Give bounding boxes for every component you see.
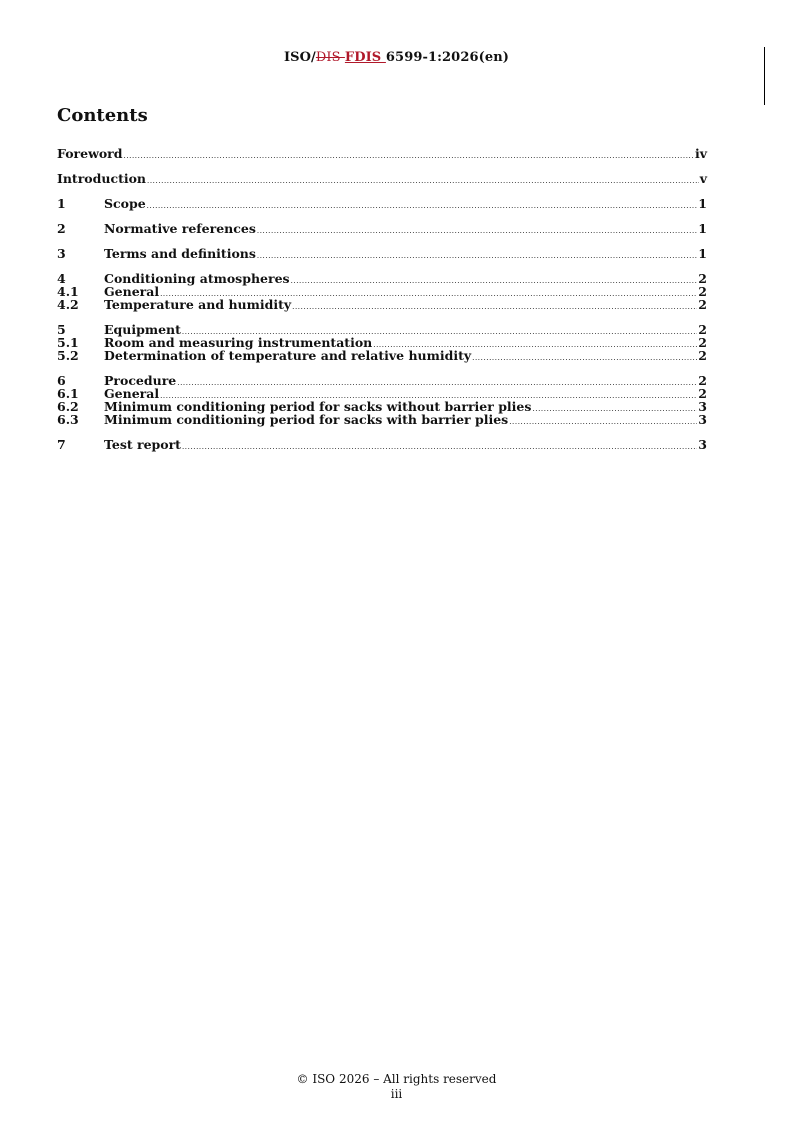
toc-entry-scope[interactable] xyxy=(57,197,707,210)
document-header xyxy=(0,50,793,65)
toc-entry-number: 6.1 xyxy=(57,386,79,401)
toc-entry-foreword[interactable] xyxy=(57,147,707,160)
toc-entry-terms-and-definitions[interactable] xyxy=(57,247,707,260)
toc-leader-dots xyxy=(292,301,697,314)
toc-entry-number: 6.2 xyxy=(57,399,79,414)
toc-leader-dots xyxy=(532,403,697,416)
toc-entry-title: Temperature and humidity xyxy=(104,297,292,312)
toc-entry-title: Equipment xyxy=(104,322,181,337)
toc-entry-number: 3 xyxy=(57,246,66,261)
toc-leader-dots xyxy=(182,441,697,454)
toc-entry-number: 4 xyxy=(57,271,66,286)
toc-entry-page: 1 xyxy=(698,196,707,211)
copyright-notice: © ISO 2026 – All rights reserved xyxy=(296,1072,497,1086)
toc-entry-title: General xyxy=(104,386,160,401)
toc-entry-number: 6.3 xyxy=(57,412,79,427)
toc-entry-title: Minimum conditioning period for sacks with barrier plies xyxy=(104,412,509,427)
toc-entry-number: 5.2 xyxy=(57,348,79,363)
toc-entry-page: 3 xyxy=(698,437,707,452)
header-prefix: ISO/ xyxy=(283,50,316,65)
toc-entry-page: 2 xyxy=(698,386,707,401)
toc-entry-title: Scope xyxy=(104,196,146,211)
toc-entry-number: 6 xyxy=(57,373,66,388)
toc-entry-title: Conditioning atmospheres xyxy=(104,271,290,286)
toc-entry-page: 2 xyxy=(698,284,707,299)
table-of-contents xyxy=(57,147,707,451)
toc-entry-title: Foreword xyxy=(57,146,123,161)
toc-entry-page: 2 xyxy=(698,271,707,286)
header-suffix: 6599-1:2026(en) xyxy=(385,50,510,65)
toc-entry-number: 4.2 xyxy=(57,297,79,312)
toc-entry-page: iv xyxy=(694,146,707,161)
header-deleted-text: DIS xyxy=(315,50,345,65)
toc-entry-number: 1 xyxy=(57,196,66,211)
toc-entry-page: 1 xyxy=(698,221,707,236)
toc-leader-dots xyxy=(472,352,697,365)
toc-entry-title: Normative references xyxy=(104,221,256,236)
toc-entry-page: 2 xyxy=(698,348,707,363)
toc-entry-page: 3 xyxy=(698,412,707,427)
toc-entry-page: 3 xyxy=(698,399,707,414)
toc-entry-title: Room and measuring instrumentation xyxy=(104,335,373,350)
toc-entry-test-report[interactable] xyxy=(57,438,707,451)
toc-entry-title: Terms and definitions xyxy=(104,246,256,261)
toc-entry-title: Introduction xyxy=(57,171,147,186)
toc-entry-page: 2 xyxy=(698,322,707,337)
header-inserted-text: FDIS xyxy=(344,50,386,65)
toc-leader-dots xyxy=(257,250,697,263)
toc-leader-dots xyxy=(124,150,694,163)
change-bar xyxy=(764,47,765,105)
toc-entry-title: Determination of temperature and relative humidity xyxy=(104,348,472,363)
toc-entry-introduction[interactable] xyxy=(57,172,707,185)
toc-entry-page: 1 xyxy=(698,246,707,261)
toc-entry-page: v xyxy=(699,171,707,186)
toc-leader-dots xyxy=(257,225,697,238)
toc-leader-dots xyxy=(177,377,697,390)
toc-leader-dots xyxy=(147,200,698,213)
toc-entry-normative-references[interactable] xyxy=(57,222,707,235)
toc-entry-number: 5 xyxy=(57,322,66,337)
document-footer xyxy=(0,1072,793,1102)
toc-leader-dots xyxy=(509,416,697,429)
toc-entry-title: Procedure xyxy=(104,373,177,388)
toc-leader-dots xyxy=(147,175,699,188)
page-number: iii xyxy=(390,1087,403,1101)
toc-entry-title: General xyxy=(104,284,160,299)
toc-entry-page: 2 xyxy=(698,335,707,350)
toc-entry-page: 2 xyxy=(698,373,707,388)
toc-leader-dots xyxy=(291,275,698,288)
page-title: Contents xyxy=(57,105,148,126)
toc-entry-number: 2 xyxy=(57,221,66,236)
toc-entry-number: 7 xyxy=(57,437,66,452)
toc-entry-title: Minimum conditioning period for sacks without barrier plies xyxy=(104,399,532,414)
toc-entry-page: 2 xyxy=(698,297,707,312)
toc-entry-title: Test report xyxy=(104,437,181,452)
toc-entry-number: 4.1 xyxy=(57,284,79,299)
toc-entry-number: 5.1 xyxy=(57,335,79,350)
